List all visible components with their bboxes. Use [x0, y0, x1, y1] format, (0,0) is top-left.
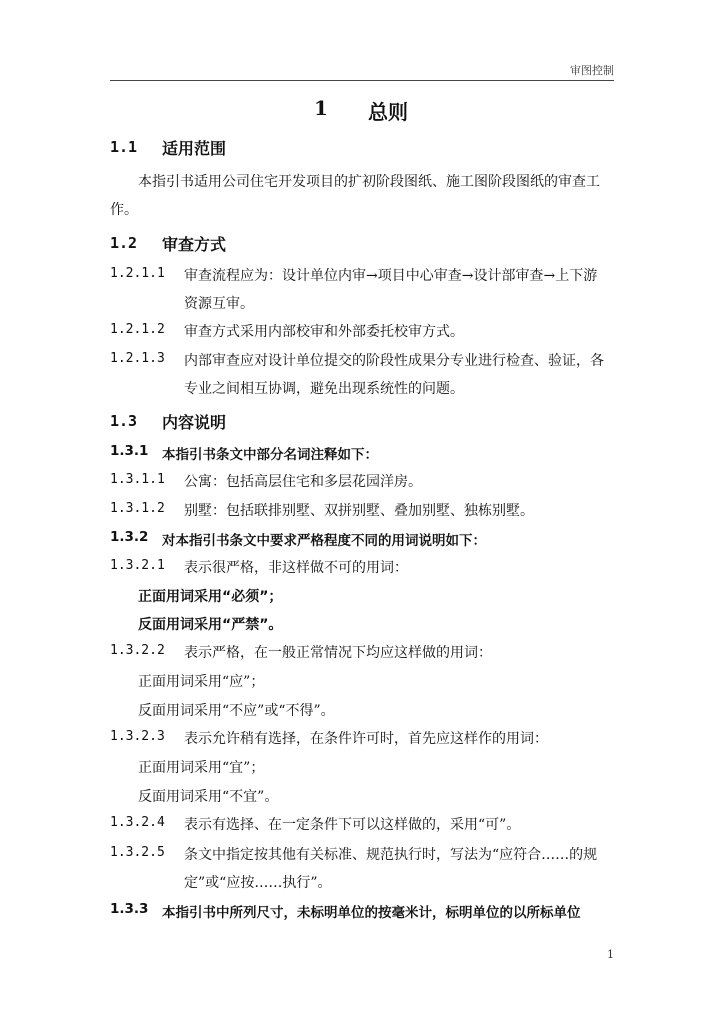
clause-number: 1.3.2.3 [110, 729, 165, 744]
section-title: 审查方式 [162, 235, 227, 254]
running-header: 审图控制 [570, 64, 614, 77]
chapter-number: 1 [314, 96, 328, 120]
clause-text: 表示允许稍有选择，在条件许可时，首先应这样作的用词： [184, 731, 548, 747]
clause-number: 1.3.1.1 [110, 472, 165, 487]
negative-term: 反面用词采用“严禁”。 [138, 617, 283, 633]
clause-number: 1.2.1.3 [110, 351, 165, 366]
clause-text: 审查方式采用内部校审和外部委托校审方式。 [184, 324, 464, 340]
clause-number: 1.3.2.5 [110, 845, 165, 860]
clause-text: 表示很严格，非这样做不可的用词： [184, 560, 408, 576]
clause-text: 定”或“应按……执行”。 [184, 875, 332, 891]
clause-number: 1.3.1.2 [110, 501, 165, 516]
clause-number: 1.3.2.4 [110, 815, 165, 830]
clause-number: 1.3.2.2 [110, 643, 165, 658]
clause-text: 条文中指定按其他有关标准、规范执行时，写法为“应符合……的规 [184, 847, 598, 863]
section-title: 适用范围 [162, 139, 227, 158]
paragraph-line: 作。 [110, 202, 138, 218]
negative-term: 反面用词采用“不应”或“不得”。 [138, 703, 335, 719]
clause-text: 别墅：包括联排别墅、双拼别墅、叠加别墅、独栋别墅。 [184, 503, 534, 519]
clause-text: 专业之间相互协调，避免出现系统性的问题。 [184, 381, 464, 397]
clause-number: 1.2.1.1 [110, 266, 165, 281]
clause-text: 公寓：包括高层住宅和多层花园洋房。 [184, 474, 422, 490]
subsection-title: 本指引书条文中部分名词注释如下： [162, 447, 378, 463]
section-number: 1.2 [110, 234, 138, 252]
subsection-title: 对本指引书条文中要求严格程度不同的用词说明如下： [162, 533, 486, 549]
positive-term: 正面用词采用“必须”； [138, 589, 283, 605]
positive-term: 正面用词采用“宜”； [138, 760, 265, 776]
clause-text: 内部审查应对设计单位提交的阶段性成果分专业进行检查、验证，各 [184, 353, 604, 369]
chapter-title: 总则 [368, 100, 408, 124]
clause-text: 表示有选择、在一定条件下可以这样做的，采用“可”。 [184, 817, 521, 833]
subsection-number: 1.3.2 [110, 529, 149, 545]
header-rule [110, 80, 614, 81]
subsection-number: 1.3.1 [110, 443, 149, 459]
clause-text: 审查流程应为：设计单位内审→项目中心审查→设计部审查→上下游 [184, 268, 598, 284]
subsection-number: 1.3.3 [110, 901, 149, 917]
clause-text: 表示严格，在一般正常情况下均应这样做的用词： [184, 645, 492, 661]
subsection-title: 本指引书中所列尺寸，未标明单位的按毫米计，标明单位的以所标单位 [162, 905, 581, 921]
section-number: 1.1 [110, 138, 138, 156]
section-number: 1.3 [110, 412, 138, 430]
clause-number: 1.3.2.1 [110, 558, 165, 573]
page-number: 1 [607, 948, 614, 961]
clause-text: 资源互审。 [184, 296, 254, 312]
section-title: 内容说明 [162, 413, 227, 432]
positive-term: 正面用词采用“应”； [138, 674, 265, 690]
negative-term: 反面用词采用“不宜”。 [138, 789, 279, 805]
paragraph-line: 本指引书适用公司住宅开发项目的扩初阶段图纸、施工图阶段图纸的审查工 [138, 174, 600, 190]
clause-number: 1.2.1.2 [110, 322, 165, 337]
